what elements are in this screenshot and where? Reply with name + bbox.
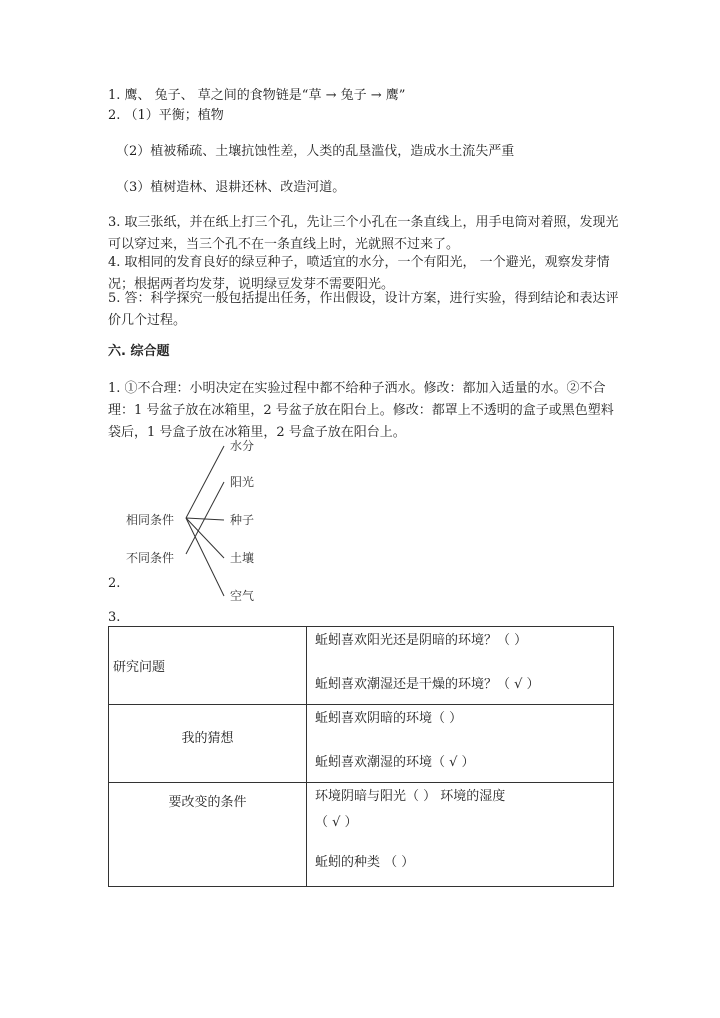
table-row: [109, 705, 614, 783]
right-label-water: 水分: [230, 439, 255, 453]
row-content: [307, 705, 614, 783]
link-line: [186, 518, 224, 558]
table-row: [109, 783, 614, 887]
question-1-answer: 1. ①不合理：小明决定在实验过程中都不给种子洒水。修改：都加入适量的水。②不合理：1 号盆子放在冰箱里，2 号盆子放在阳台上。修改：都罩上不透明的盒子或黑色塑料袋后，1 号盒子放在冰箱里，2 号盒子放在阳台上。: [108, 381, 614, 440]
answer-1: 1. 鹰、 兔子、 草之间的食物链是“草 → 兔子 → 鹰”: [108, 88, 406, 103]
row-label: 我的猜想: [109, 705, 307, 783]
answer-4: 4. 取相同的发育良好的绿豆种子，喷适宜的水分，一个有阳光， 一个避光，观察发芽情况；根据两者均发芽，说明绿豆发芽不需要阳光。: [108, 255, 610, 292]
answer-5: 5. 答：科学探究一般包括提出任务，作出假设，设计方案，进行实验，得到结论和表达评价几个过程。: [108, 291, 619, 328]
link-line: [186, 518, 224, 596]
row-label: 研究问题: [109, 627, 307, 705]
list-item: 环境阴暗与阳光（ ） 环境的湿度: [315, 789, 506, 804]
earthworm-study-table: [108, 626, 614, 887]
list-item: 蚯蚓喜欢阳光还是阴暗的环境？（ ）: [315, 633, 528, 648]
row-content: [307, 627, 614, 705]
left-label-same: 相同条件: [126, 513, 175, 527]
row-content: [307, 783, 614, 887]
question-2-label: 2.: [108, 576, 121, 591]
link-line: [186, 446, 224, 518]
right-label-sunlight: 阳光: [230, 475, 255, 489]
list-item: 蚯蚓的种类 （ ）: [315, 855, 415, 870]
list-item: （ √ ）: [315, 815, 358, 830]
right-label-air: 空气: [230, 589, 255, 603]
answer-3: 3. 取三张纸，并在纸上打三个孔，先让三个小孔在一条直线上，用手电筒对着照，发现光可以穿过来，当三个孔不在一条直线上时，光就照不过来了。: [108, 215, 619, 252]
table-row: [109, 627, 614, 705]
question-3-label: 3.: [108, 610, 121, 625]
answer-2-1: 2. （1）平衡；植物: [108, 108, 224, 123]
list-item: 蚯蚓喜欢潮湿的环境（ √ ）: [315, 755, 475, 770]
row-label: 要改变的条件: [109, 783, 307, 887]
condition-matching-diagram: [124, 438, 272, 606]
section-heading: 六. 综合题: [108, 344, 170, 359]
left-label-different: 不同条件: [126, 551, 175, 565]
list-item: 蚯蚓喜欢阴暗的环境（ ）: [315, 711, 463, 726]
list-item: 蚯蚓喜欢潮湿还是干燥的环境？（ √ ）: [315, 677, 540, 692]
right-label-soil: 土壤: [230, 551, 255, 565]
answer-2-3: （3）植树造林、退耕还林、改造河道。: [116, 180, 346, 195]
answer-2-2: （2）植被稀疏、土壤抗蚀性差，人类的乱垦滥伐，造成水土流失严重: [116, 144, 515, 159]
right-label-seed: 种子: [230, 513, 255, 527]
